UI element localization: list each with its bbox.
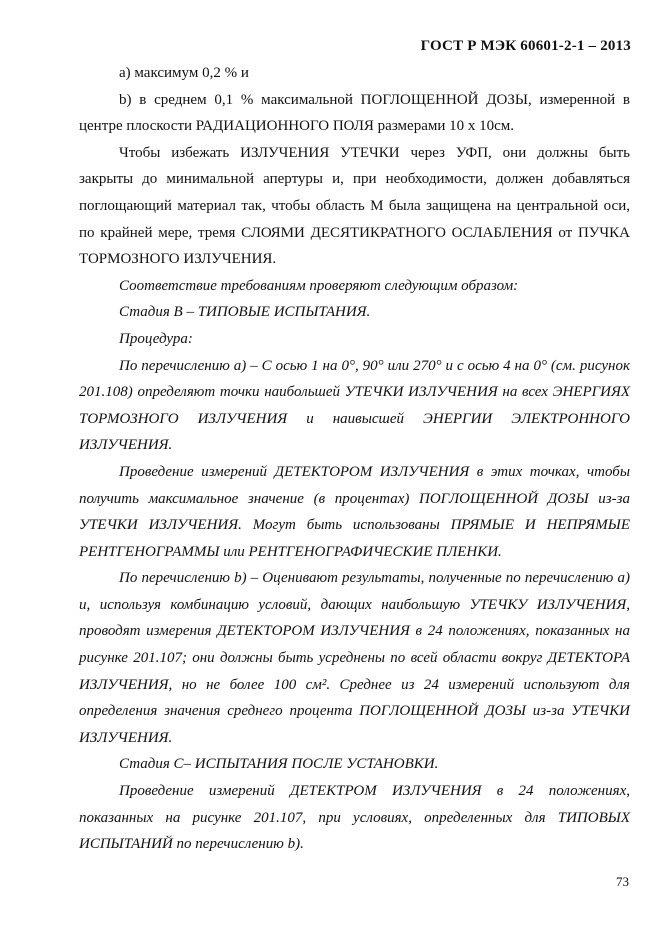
installation-measurement: Проведение измерений ДЕТЕКТРОМ ИЗЛУЧЕНИЯ в 24 положениях, показанных на рисунке 201.107, при условиях, определенных для ТИПОВЫХ ИСПЫТАНИЙ по перечислению b).: [79, 783, 630, 853]
standard-header: ГОСТ Р МЭК 60601-2-1 – 2013: [420, 38, 631, 54]
procedure-item-b: По перечислению b) – Оценивают результаты, полученные по перечислению а) и, используя комбинацию условий, дающих наибольшую УТЕЧКУ ИЗЛУЧЕНИЯ, проводят измерения ДЕТЕКТОРОМ ИЗЛУЧЕНИЯ в 24 положениях, показанных на рисунке 201.107; они должны быть усреднены по всей области вокруг ДЕТЕКТОРА ИЗЛУЧЕНИЯ, но не более 100 см². Среднее из 24 измерений используют для определения значения среднего процента ПОГЛОЩЕННОЙ ДОЗЫ из-за УТЕЧКИ ИЗЛУЧЕНИЯ.: [79, 570, 630, 746]
page-number: 73: [616, 874, 629, 889]
paragraph-a: а) максимум 0,2 % и: [119, 65, 249, 81]
document-body: [79, 60, 630, 858]
measurement-description: Проведение измерений ДЕТЕКТОРОМ ИЗЛУЧЕНИЯ в этих точках, чтобы получить максимальное значение (в процентах) ПОГЛОЩЕННОЙ ДОЗЫ из-за УТЕЧКИ ИЗЛУЧЕНИЯ. Могут быть использованы ПРЯМЫЕ И НЕПРЯМЫЕ РЕНТГЕНОГРАММЫ или РЕНТГЕНОГРАФИЧЕСКИЕ ПЛЕНКИ.: [79, 463, 630, 560]
paragraph-leakage-protection: Чтобы избежать ИЗЛУЧЕНИЯ УТЕЧКИ через УФП, они должны быть закрыты до минимальной апертуры и, при необходимости, должен добавляться поглощающий материал так, чтобы область М была защищена на центральной оси, по крайней мере, тремя СЛОЯМИ ДЕСЯТИКРАТНОГО ОСЛАБЛЕНИЯ от ПУЧКА ТОРМОЗНОГО ИЗЛУЧЕНИЯ.: [79, 144, 630, 268]
stage-c-title: Стадия С– ИСПЫТАНИЯ ПОСЛЕ УСТАНОВКИ.: [119, 756, 439, 773]
paragraph-b: b) в среднем 0,1 % максимальной ПОГЛОЩЕННОЙ ДОЗЫ, измеренной в центре плоскости РАДИАЦИОННОГО ПОЛЯ размерами 10 х 10см.: [79, 91, 630, 135]
procedure-title: Процедура:: [119, 330, 193, 347]
stage-b-title: Стадия В – ТИПОВЫЕ ИСПЫТАНИЯ.: [119, 304, 371, 321]
compliance-check-intro: Соответствие требованиям проверяют следующим образом:: [119, 277, 519, 294]
procedure-item-a: По перечислению а) – С осью 1 на 0°, 90° или 270° и с осью 4 на 0° (см. рисунок 201.108) определяют точки наибольшей УТЕЧКИ ИЗЛУЧЕНИЯ на всех ЭНЕРГИЯХ ТОРМОЗНОГО ИЗЛУЧЕНИЯ и наивысшей ЭНЕРГИИ ЭЛЕКТРОННОГО ИЗЛУЧЕНИЯ.: [79, 357, 630, 454]
